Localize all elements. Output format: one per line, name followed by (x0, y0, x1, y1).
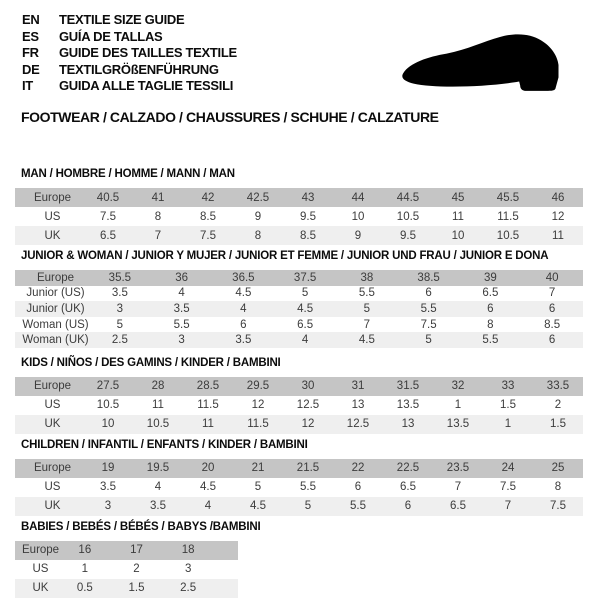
size-table (15, 270, 583, 348)
row-label: US (32, 563, 49, 576)
size-value-cell: 10.5 (96, 399, 120, 412)
size-value-cell: 7 (483, 497, 533, 516)
size-value-cell: 11.5 (197, 399, 219, 412)
language-code: FR (22, 45, 39, 61)
category-title: FOOTWEAR / CALZADO / CHAUSSURES / SCHUHE / CALZATURE (21, 109, 439, 125)
size-value-cell: 40 (521, 270, 583, 286)
size-value-cell: 36 (151, 270, 213, 286)
size-value-cell: 3.5 (100, 481, 116, 494)
size-value-cell: 6 (521, 332, 583, 348)
size-value-cell: 4.5 (200, 481, 216, 494)
size-value-cell: 5 (283, 497, 333, 516)
table-title: JUNIOR & WOMAN / JUNIOR Y MUJER / JUNIOR ET FEMME / JUNIOR UND FRAU / JUNIOR E DONA (21, 250, 549, 262)
size-value-cell: 1 (81, 563, 89, 576)
size-value-cell: 35.5 (89, 270, 151, 286)
size-value-cell: 12 (551, 210, 565, 223)
row-label: Woman (US) (22, 318, 89, 331)
size-value-cell: 23.5 (433, 459, 483, 478)
table-row (15, 478, 583, 497)
size-tables (15, 168, 585, 600)
language-row (22, 78, 237, 95)
size-value-cell: 3 (184, 563, 192, 576)
size-value-cell: 32 (433, 377, 483, 396)
row-label: Europe (15, 541, 59, 560)
language-row (22, 45, 237, 62)
size-value-cell: 42.5 (233, 188, 283, 207)
size-value-cell: 12 (251, 399, 265, 412)
size-value-cell: 5.5 (358, 287, 375, 300)
language-label: GUÍA DE TALLAS (59, 28, 163, 44)
size-value-cell: 40.5 (83, 188, 133, 207)
size-value-cell: 7.5 (500, 481, 516, 494)
size-value-cell: 4 (274, 332, 336, 348)
table-row (15, 377, 583, 396)
size-value-cell: 10 (83, 415, 133, 434)
size-value-cell: 6.5 (433, 497, 483, 516)
size-value-cell: 41 (133, 188, 183, 207)
size-value-cell: 13.5 (433, 415, 483, 434)
row-label: Woman (UK) (15, 332, 89, 348)
size-value-cell: 28.5 (183, 377, 233, 396)
size-value-cell: 45 (433, 188, 483, 207)
table-row (15, 415, 583, 434)
size-value-cell: 11 (452, 210, 464, 223)
size-value-cell: 9.5 (300, 210, 316, 223)
size-value-cell: 37.5 (274, 270, 336, 286)
size-value-cell: 8 (154, 210, 162, 223)
size-value-cell: 18 (162, 541, 214, 560)
size-value-cell: 9.5 (383, 226, 433, 245)
size-value-cell: 21 (233, 459, 283, 478)
size-value-cell: 8 (554, 481, 562, 494)
language-code: IT (22, 78, 33, 94)
row-label: US (44, 481, 61, 494)
size-value-cell: 12.5 (333, 415, 383, 434)
size-value-cell: 3.5 (151, 301, 213, 317)
language-row (22, 62, 237, 79)
size-value-cell: 6 (354, 481, 362, 494)
size-value-cell: 11 (533, 226, 583, 245)
size-value-cell: 1.5 (500, 399, 516, 412)
table-row (15, 459, 583, 478)
size-value-cell: 7 (548, 287, 556, 300)
size-value-cell: 2 (133, 563, 140, 576)
size-value-cell: 8 (233, 226, 283, 245)
size-table-section (15, 168, 585, 245)
row-label: US (44, 210, 61, 223)
size-value-cell: 5 (301, 287, 309, 300)
size-value-cell: 5 (336, 301, 398, 317)
size-value-cell: 28 (133, 377, 183, 396)
size-value-cell: 22.5 (383, 459, 433, 478)
size-table-section (15, 521, 585, 598)
size-value-cell: 10.5 (483, 226, 533, 245)
size-value-cell: 0.5 (59, 579, 111, 598)
size-value-cell: 7 (454, 481, 462, 494)
size-value-cell: 10.5 (396, 210, 420, 223)
row-label: US (44, 399, 61, 412)
size-value-cell: 5.5 (333, 497, 383, 516)
size-value-cell: 4 (178, 287, 185, 300)
row-label: UK (15, 579, 59, 598)
table-row (15, 286, 583, 302)
table-title: BABIES / BEBÉS / BÉBÉS / BABYS /BAMBINI (21, 520, 261, 533)
size-value-cell: 5.5 (173, 318, 190, 331)
size-value-cell: 4 (183, 497, 233, 516)
table-row (15, 301, 583, 317)
size-value-cell: 25 (533, 459, 583, 478)
size-value-cell: 17 (111, 541, 163, 560)
size-table-section (15, 250, 585, 348)
size-value-cell: 10.5 (133, 415, 183, 434)
language-row (22, 29, 237, 46)
size-value-cell: 10 (351, 210, 365, 223)
size-value-cell: 12 (283, 415, 333, 434)
language-label: GUIDE DES TAILLES TEXTILE (59, 45, 237, 61)
size-value-cell: 5 (398, 332, 460, 348)
size-value-cell: 44.5 (383, 188, 433, 207)
language-code: ES (22, 28, 39, 44)
language-row (22, 12, 237, 29)
size-value-cell: 36.5 (213, 270, 275, 286)
size-value-cell: 6.5 (297, 318, 314, 331)
table-title: KIDS / NIÑOS / DES GAMINS / KINDER / BAMBINI (21, 356, 281, 369)
table-row (15, 560, 238, 579)
table-row (15, 226, 583, 245)
size-value-cell: 5.5 (398, 301, 460, 317)
size-value-cell: 29.5 (233, 377, 283, 396)
size-value-cell: 3 (89, 301, 151, 317)
size-value-cell: 38 (336, 270, 398, 286)
size-value-cell: 3 (83, 497, 133, 516)
size-value-cell: 20 (183, 459, 233, 478)
size-value-cell: 8.5 (200, 210, 216, 223)
language-code: EN (22, 12, 40, 27)
size-value-cell: 31.5 (383, 377, 433, 396)
size-value-cell: 39 (460, 270, 522, 286)
size-value-cell: 13.5 (396, 399, 420, 412)
size-value-cell: 9 (254, 210, 262, 223)
size-value-cell: 38.5 (398, 270, 460, 286)
table-row (15, 270, 583, 286)
size-value-cell: 13 (383, 415, 433, 434)
size-value-cell: 12.5 (296, 399, 320, 412)
table-row (15, 541, 238, 560)
size-value-cell: 16 (59, 541, 111, 560)
size-value-cell: 8.5 (544, 318, 561, 331)
size-value-cell: 5 (116, 318, 124, 331)
size-value-cell: 24 (483, 459, 533, 478)
language-label: TEXTILE SIZE GUIDE (59, 12, 185, 27)
spacer-cell (214, 541, 238, 560)
language-list (22, 12, 237, 95)
size-value-cell: 1 (483, 415, 533, 434)
size-value-cell: 8.5 (283, 226, 333, 245)
table-row (15, 579, 238, 598)
size-value-cell: 21.5 (283, 459, 333, 478)
size-value-cell: 33.5 (533, 377, 583, 396)
size-table (15, 377, 583, 434)
size-value-cell: 11 (152, 399, 164, 412)
size-value-cell: 30 (283, 377, 333, 396)
size-value-cell: 6.5 (83, 226, 133, 245)
size-value-cell: 4.5 (336, 332, 398, 348)
table-row (15, 497, 583, 516)
size-value-cell: 2 (554, 399, 562, 412)
language-label: GUIDA ALLE TAGLIE TESSILI (59, 78, 234, 94)
size-value-cell: 4.5 (233, 497, 283, 516)
row-label: Junior (US) (26, 287, 85, 300)
size-value-cell: 4 (213, 301, 275, 317)
size-value-cell: 9 (333, 226, 383, 245)
size-table-section (15, 439, 585, 516)
size-value-cell: 2.5 (162, 579, 214, 598)
size-value-cell: 11 (183, 415, 233, 434)
row-label: UK (15, 415, 83, 434)
size-value-cell: 6 (521, 301, 583, 317)
size-table (15, 188, 583, 245)
size-value-cell: 4 (154, 481, 162, 494)
size-value-cell: 45.5 (483, 188, 533, 207)
table-row (15, 188, 583, 207)
size-value-cell: 7.5 (533, 497, 583, 516)
size-value-cell: 5.5 (300, 481, 316, 494)
size-value-cell: 5 (254, 481, 262, 494)
size-value-cell: 3 (151, 332, 213, 348)
size-value-cell: 44 (333, 188, 383, 207)
size-value-cell: 19.5 (133, 459, 183, 478)
row-label: Europe (15, 377, 83, 396)
table-row (15, 317, 583, 333)
size-value-cell: 6.5 (400, 481, 416, 494)
size-value-cell: 46 (533, 188, 583, 207)
size-value-cell: 7.5 (420, 318, 437, 331)
shoe-icon (397, 32, 573, 96)
size-value-cell: 5.5 (460, 332, 522, 348)
size-value-cell: 4.5 (235, 287, 252, 300)
size-value-cell: 6 (383, 497, 433, 516)
size-value-cell: 4.5 (274, 301, 336, 317)
size-value-cell: 6.5 (482, 287, 499, 300)
table-title: CHILDREN / INFANTIL / ENFANTS / KINDER / BAMBINI (21, 438, 308, 451)
size-value-cell: 43 (283, 188, 333, 207)
size-value-cell: 11.5 (497, 210, 519, 223)
size-table (15, 541, 238, 598)
table-title: MAN / HOMBRE / HOMME / MANN / MAN (21, 168, 235, 180)
size-value-cell: 13 (351, 399, 365, 412)
size-value-cell: 3.5 (133, 497, 183, 516)
size-value-cell: 27.5 (83, 377, 133, 396)
size-value-cell: 1.5 (111, 579, 163, 598)
size-value-cell: 31 (333, 377, 383, 396)
size-value-cell: 19 (83, 459, 133, 478)
size-value-cell: 7.5 (100, 210, 116, 223)
size-value-cell: 8 (487, 318, 494, 331)
size-value-cell: 7 (363, 318, 371, 331)
size-value-cell: 3.5 (111, 287, 128, 300)
row-label: UK (15, 226, 83, 245)
row-label: UK (15, 497, 83, 516)
row-label: Europe (15, 459, 83, 478)
language-code: DE (22, 61, 40, 77)
size-value-cell: 10 (433, 226, 483, 245)
size-value-cell: 33 (483, 377, 533, 396)
size-value-cell: 1 (454, 399, 462, 412)
row-label: Europe (15, 188, 83, 207)
spacer-cell (214, 579, 238, 598)
row-label: Europe (15, 270, 89, 286)
table-row (15, 207, 583, 226)
size-value-cell: 11.5 (233, 415, 283, 434)
table-row (15, 332, 583, 348)
row-label: Junior (UK) (15, 301, 89, 317)
size-value-cell: 6 (460, 301, 522, 317)
size-value-cell: 42 (183, 188, 233, 207)
language-label: TEXTILGRÖßENFÜHRUNG (59, 61, 219, 77)
size-value-cell: 3.5 (213, 332, 275, 348)
size-value-cell: 22 (333, 459, 383, 478)
size-table (15, 459, 583, 516)
size-value-cell: 2.5 (89, 332, 151, 348)
size-table-section (15, 357, 585, 434)
size-value-cell: 7 (133, 226, 183, 245)
size-value-cell: 1.5 (533, 415, 583, 434)
size-value-cell: 6 (425, 287, 432, 300)
spacer-cell (214, 560, 238, 579)
size-value-cell: 6 (240, 318, 247, 331)
table-row (15, 396, 583, 415)
size-value-cell: 7.5 (183, 226, 233, 245)
